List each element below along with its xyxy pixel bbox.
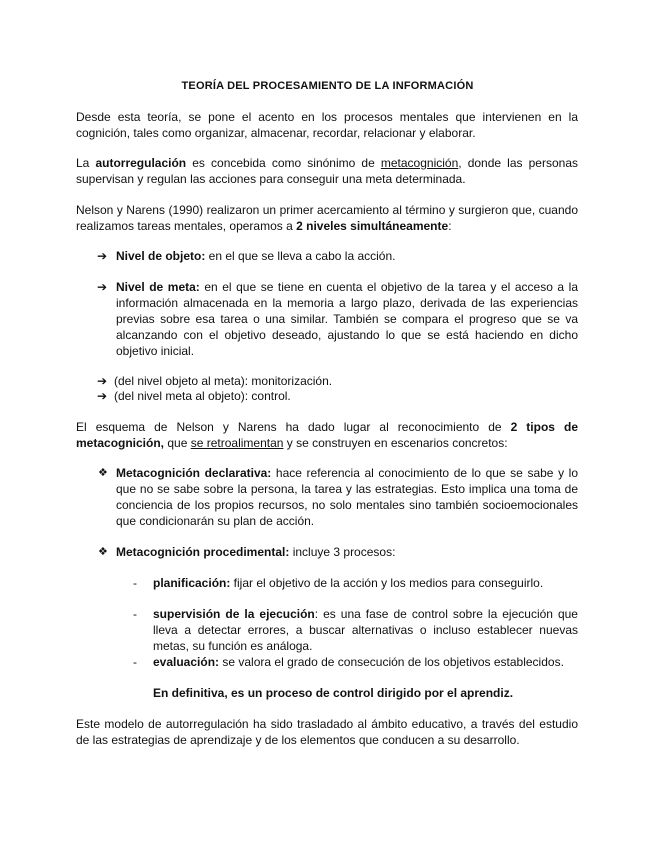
nelson-paragraph <box>76 202 578 234</box>
arrow-icon: ➔ <box>97 280 108 294</box>
process-evaluacion <box>153 654 578 670</box>
esquema-paragraph <box>76 419 578 451</box>
flow-monitorizacion: (del nivel objeto al meta): monitorización. <box>114 374 333 388</box>
diamond-bullet-icon: ❖ <box>98 467 108 479</box>
esquema-bold: 2 tipos de metacognición, <box>76 420 578 450</box>
autorreg-term: autorregulación <box>95 156 187 170</box>
esquema-post: y se construyen en escenarios concretos: <box>283 436 508 450</box>
type-procedimental-text: incluye 3 procesos: <box>289 545 396 559</box>
type-declarativa-item <box>116 465 578 529</box>
dash-bullet: - <box>133 655 137 669</box>
level-object-text: en el que se lleva a cabo la acción. <box>205 249 396 263</box>
process-evaluacion-label: evaluación: <box>153 655 220 669</box>
esquema-mid: que <box>164 436 191 450</box>
process-planificacion-label: planificación: <box>153 576 231 590</box>
autorreg-mid: es concebida como sinónimo de <box>186 156 381 170</box>
type-procedimental-item <box>116 544 578 560</box>
conclusion-text: En definitiva, es un proceso de control dirigido por el aprendiz. <box>153 686 514 700</box>
esquema-pre: El esquema de Nelson y Narens ha dado lugar al reconocimiento de <box>76 420 511 434</box>
retroalimentan-link[interactable]: se retroalimentan <box>190 436 284 450</box>
page-title: TEORÍA DEL PROCESAMIENTO DE LA INFORMACIÓN <box>181 80 474 92</box>
process-supervision-label: supervisión de la ejecución <box>153 607 315 621</box>
process-supervision-text: : es una fase de control sobre la ejecución que lleva a detectar errores, a buscar alternativas o incluso establecer nuevas metas, su función es análoga. <box>153 607 578 653</box>
level-meta-item <box>116 279 578 359</box>
flow-control: (del nivel meta al objeto): control. <box>114 389 291 403</box>
type-declarativa-label: Metacognición declarativa: <box>116 466 272 480</box>
level-meta-text: en el que se tiene en cuenta el objetivo de la tarea y el acceso a la información almacenada en la memoria a largo plazo, derivada de las experiencias previas sobre esa tarea o una similar. También se compara el progreso que se va alcanzando con el objetivo deseado, ajustando lo que se está haciendo en dicho objetivo inicial. <box>116 280 578 358</box>
arrow-icon: ➔ <box>97 374 108 388</box>
metacognicion-link[interactable]: metacognición <box>380 156 459 170</box>
autorregulacion-paragraph <box>76 155 578 187</box>
closing-paragraph: Este modelo de autorregulación ha sido trasladado al ámbito educativo, a través del estudio de las estrategias de aprendizaje y de los elementos que conducen a su desarrollo. <box>76 717 578 747</box>
arrow-icon: ➔ <box>97 249 108 263</box>
intro-paragraph: Desde esta teoría, se pone el acento en los procesos mentales que intervienen en la cognición, tales como organizar, almacenar, recordar, relacionar y elaborar. <box>76 110 578 140</box>
level-meta-label: Nivel de meta: <box>116 280 200 294</box>
autorreg-pre: La <box>76 156 96 170</box>
process-planificacion <box>153 575 578 591</box>
nelson-bold: 2 niveles simultáneamente <box>296 219 449 233</box>
level-object-item <box>116 248 578 264</box>
arrow-icon: ➔ <box>97 389 108 403</box>
process-planificacion-text: fijar el objetivo de la acción y los medios para conseguirlo. <box>230 576 544 590</box>
dash-bullet: - <box>133 576 137 590</box>
diamond-bullet-icon: ❖ <box>98 546 108 558</box>
autorreg-post: , donde las personas supervisan y regulan las acciones para conseguir una meta determinada. <box>76 156 578 186</box>
type-declarativa-text: hace referencia al conocimiento de lo que se sabe y lo que no se sabe sobre la persona, la tarea y las estrategias. Esto implica una toma de conciencia de los propios recursos, no solo mentales sino también socioemocionales que condicionarán su plan de acción. <box>116 466 578 528</box>
dash-bullet: - <box>133 607 137 621</box>
nelson-post: : <box>448 219 452 233</box>
nelson-text: Nelson y Narens (1990) realizaron un primer acercamiento al término y surgieron que, cuando realizamos tareas mentales, operamos a <box>76 203 578 233</box>
level-object-label: Nivel de objeto: <box>116 249 206 263</box>
type-procedimental-label: Metacognición procedimental: <box>116 545 290 559</box>
process-evaluacion-text: se valora el grado de consecución de los objetivos establecidos. <box>219 655 564 669</box>
process-supervision <box>153 606 578 654</box>
